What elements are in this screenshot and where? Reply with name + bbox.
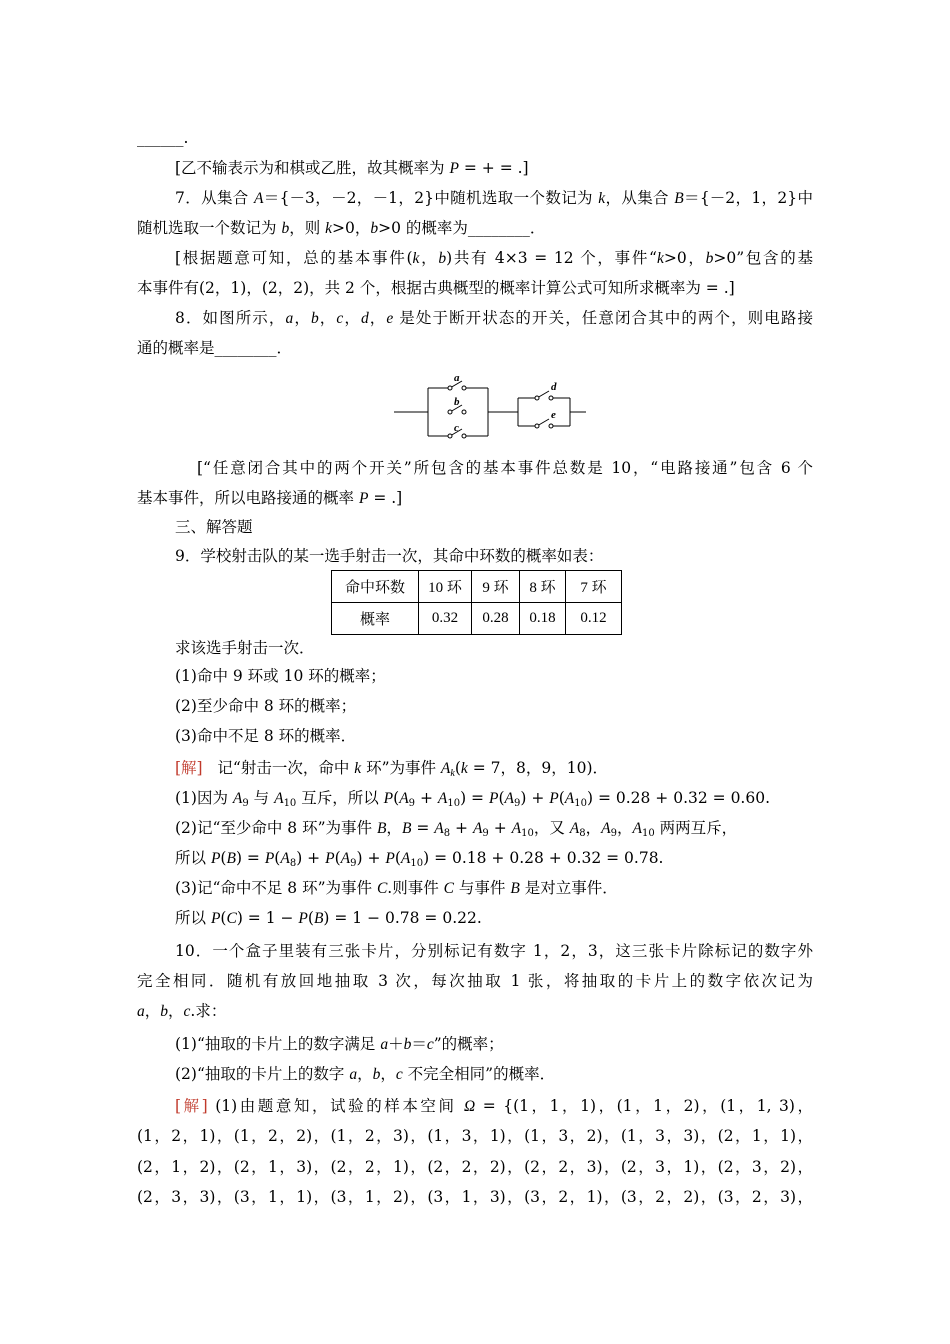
- switch-label-d: d: [551, 381, 557, 393]
- table-cell: 概率: [332, 603, 419, 635]
- table-header-cell: 9 环: [472, 571, 520, 603]
- solution-9-part3-result: 所以 P(C) = 1 − P(B) = 1 − 0.78 = 0.22.: [175, 909, 482, 927]
- solution-9-part1: (1)因为 $A_9$ 与 $A_{10}$ 互斥，所以 $P(A_9 + A_{10}) = P(A_9) + P(A_{10}) = 0.28 + 0.32 = 0.60$.: [175, 789, 771, 809]
- probability-table: [331, 570, 622, 635]
- question-8-line1: 8．如图所示，a，b，c，d，e 是处于断开状态的开关，任意闭合其中的两个，则电路接: [175, 309, 813, 327]
- switch-label-a: a: [454, 374, 460, 384]
- table-cell: 0.18: [520, 603, 566, 635]
- table-header-cell: 命中环数: [332, 571, 419, 603]
- solution-9-part2-result: 所以 $P(B) = P(A_8) + P(A_9) + P(A_{10}) = 0.18 + 0.28 + 0.32 = 0.78$.: [175, 849, 664, 869]
- question-7-line2: 随机选取一个数记为 b，则 k>0，b>0 的概率为________．: [137, 219, 546, 237]
- table-cell: 0.32: [419, 603, 472, 635]
- answer-8-line1: [“任意闭合其中的两个开关”所包含的基本事件总数是 10，“电路接通”包含 6 个: [197, 459, 813, 477]
- solution-9-part2: (2)记“至少命中 8 环”为事件 B，$B = A_8 + A_9 + A_{10}$，又 $A_8$，$A_9$，$A_{10}$ 两两互斥，: [175, 819, 738, 839]
- solution-9-intro: [解] 记“射击一次，命中 k 环”为事件 $A_k(k = 7$，8，9，10)．: [175, 759, 608, 779]
- solution-10-line4: (2，3，3)，(3，1，1)，(3，1，2)，(3，1，3)，(3，2，1)，(3，2，2)，(3，2，3)，: [137, 1188, 813, 1206]
- question-9-part2: (2)至少命中 8 环的概率；: [175, 697, 357, 715]
- circuit-diagram: [392, 374, 588, 440]
- table-cell: 0.28: [472, 603, 520, 635]
- blank-line: ______.: [137, 129, 189, 147]
- switch-label-c: c: [454, 422, 459, 434]
- solution-10-line2: (1，2，1)，(1，2，2)，(1，2，3)，(1，3，1)，(1，3，2)，(1，3，3)，(2，1，1)，: [137, 1127, 813, 1145]
- answer-7-line2: 本事件有(2，1)，(2，2)，共 2 个，根据古典概型的概率计算公式可知所求概率为 = .]: [137, 279, 735, 297]
- answer-7-line1: [根据题意可知，总的基本事件(k，b)共有 4×3 = 12 个，事件“k>0，b>0”包含的基: [175, 249, 813, 267]
- question-10-line3: a，b，c.求：: [137, 1002, 227, 1020]
- solution-10-line3: (2，1，2)，(2，1，3)，(2，2，1)，(2，2，2)，(2，2，3)，(2，3，1)，(2，3，2)，: [137, 1158, 813, 1176]
- solution-tag: [解]: [175, 1097, 208, 1115]
- question-10-part2: (2)“抽取的卡片上的数字 a，b，c 不完全相同”的概率．: [175, 1065, 556, 1083]
- answer-8-line2: 基本事件，所以电路接通的概率 P = .]: [137, 489, 403, 507]
- question-10-line1: 10．一个盒子里装有三张卡片，分别标记有数字 1，2，3，这三张卡片除标记的数字外: [175, 942, 813, 960]
- question-8-line2: 通的概率是________．: [137, 339, 293, 357]
- table-header-cell: 8 环: [520, 571, 566, 603]
- question-9-part3: (3)命中不足 8 环的概率．: [175, 727, 357, 745]
- table-row: [332, 603, 622, 635]
- solution-10-line1: [解] (1)由题意知，试验的样本空间 Ω = {(1，1，1)，(1，1，2)，(1，1, 3)，: [175, 1097, 813, 1115]
- question-9-part1: (1)命中 9 环或 10 环的概率；: [175, 667, 386, 685]
- table-header-cell: 7 环: [566, 571, 622, 603]
- solution-9-part3: (3)记“命中不足 8 环”为事件 C.则事件 C 与事件 B 是对立事件．: [175, 879, 618, 897]
- section-heading: 三、解答题: [175, 518, 253, 536]
- question-9-ask: 求该选手射击一次．: [175, 639, 315, 657]
- table-cell: 0.12: [566, 603, 622, 635]
- question-9: 9．学校射击队的某一选手射击一次，其命中环数的概率如表：: [175, 547, 604, 565]
- switch-label-e: e: [551, 409, 556, 421]
- solution-tag: [解]: [175, 759, 203, 777]
- table-row: [332, 571, 622, 603]
- question-10-line2: 完全相同．随机有放回地抽取 3 次，每次抽取 1 张，将抽取的卡片上的数字依次记为: [137, 972, 813, 990]
- answer-6: [乙不输表示为和棋或乙胜，故其概率为 P = + = .]: [175, 159, 529, 177]
- question-7-line1: 7．从集合 A＝{－3，－2，－1，2}中随机选取一个数记为 k，从集合 B＝{－2，1，2}中: [175, 189, 813, 207]
- switch-label-b: b: [454, 396, 460, 408]
- question-10-part1: (1)“抽取的卡片上的数字满足 a＋b＝c”的概率；: [175, 1035, 504, 1053]
- table-header-cell: 10 环: [419, 571, 472, 603]
